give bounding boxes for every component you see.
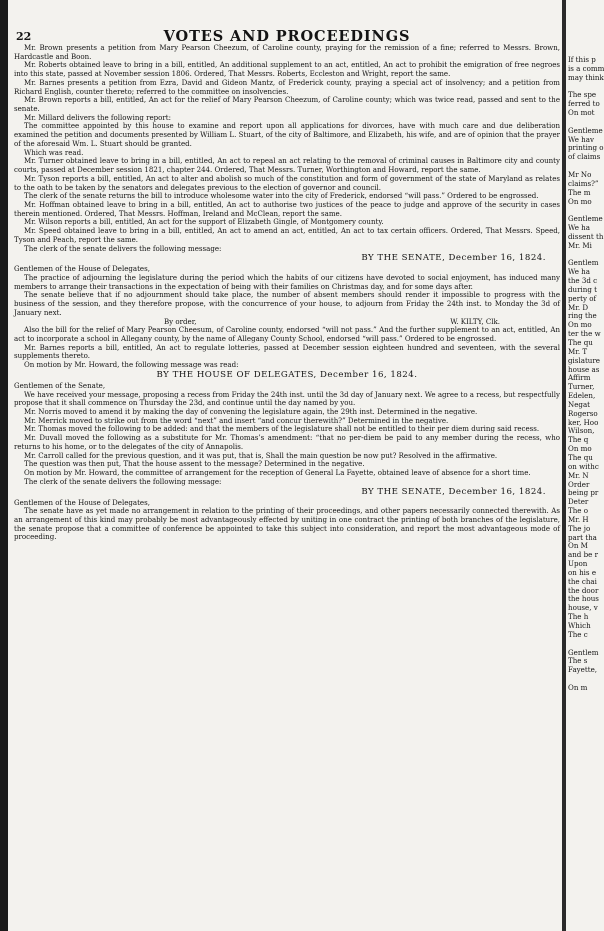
body-text <box>14 44 560 542</box>
fragment-line: Wilson, <box>568 426 595 436</box>
fragment-line: being pr <box>568 488 599 498</box>
fragment-line: On mot <box>568 108 595 118</box>
paragraph: Mr. Millard delivers the following report: <box>24 112 171 122</box>
message-paragraph: The senate believe that if no adjournment should take place, the number of absent members should render it impossible to progress with the business of the session, and they therefore propose, with the concurrence of your house, to adjourn from Friday the 24th inst. to Monday the 3d of January next. <box>14 290 560 317</box>
fragment-line: house as <box>568 364 600 374</box>
fragment-line: The jo <box>568 523 591 533</box>
fragment-line: Gentleme <box>568 125 603 135</box>
paragraph: The clerk of the senate delivers the following message: <box>24 243 222 253</box>
message-salutation: Gentlemen of the Senate, <box>14 380 106 390</box>
paragraph: Mr. Wilson reports a bill, entitled, An act for the support of Elizabeth Gingle, of Montgomery county. <box>24 217 384 227</box>
fragment-line: Mr. N <box>568 470 589 480</box>
fragment-line: ring the <box>568 311 597 321</box>
fragment-line: gislature <box>568 355 600 365</box>
paragraph: Mr. Tyson reports a bill, entitled, An act to alter and abolish so much of the constitution and form of government of the state of Maryland as relates to the oath to be taken by the senators and delegates previous to the election of governor and council. <box>14 173 560 192</box>
fragment-line: may think <box>568 72 604 82</box>
fragment-line: Mr. T <box>568 346 588 356</box>
clerk-signature: W. KILTY, Clk. <box>450 316 500 326</box>
fragment-line: Fayette, <box>568 665 598 675</box>
fragment-line: ferred to <box>568 99 600 109</box>
fragment-line: Mr. H <box>568 514 589 524</box>
message-paragraph: The practice of adjourning the legislature during the period which the habits of our citizens have devoted to social enjoyment, has induced many members to arrange their transactions in the expectation of being with their families on Christmas day, and for some days after. <box>14 272 560 291</box>
paragraph: Mr. Merrick moved to strike out from the word “next” and insert “and concur therewith?” Determined in the negative. <box>24 415 449 425</box>
fragment-line: printing o <box>568 143 604 153</box>
paragraph: Mr. Thomas moved the following to be added: and that the members of the legislature shall not be entitled to their per diem during said recess. <box>24 424 540 434</box>
fragment-line: The h <box>568 612 589 622</box>
fragment-line: the hous <box>568 594 599 604</box>
paragraph: Mr. Speed obtained leave to bring in a bill, entitled, An act to amend an act, entitled, An act to tax certain officers. Ordered, That Messrs. Speed, Tyson and Peach, report the same. <box>14 226 560 244</box>
fragment-line: Gentleme <box>568 214 603 224</box>
fragment-line: dissent th <box>568 231 604 241</box>
page-gutter <box>562 0 566 931</box>
page-header <box>14 20 560 45</box>
fragment-line: Edelen, <box>568 391 596 401</box>
paragraph: On motion by Mr. Howard, the committee of arrangement for the reception of General La Fayette, obtained leave of absence for a short time. <box>24 468 531 478</box>
fragment-line: On mo <box>568 320 592 330</box>
main-page <box>14 20 560 900</box>
paragraph: The clerk of the senate delivers the following message: <box>24 476 222 486</box>
fragment-line: The s <box>568 656 588 666</box>
fragment-line: Order <box>568 479 590 489</box>
fragment-line: We ha <box>568 223 590 233</box>
fragment-line: Deter <box>568 497 589 507</box>
fragment-line: Gentlem <box>568 258 599 268</box>
fragment-line: We ha <box>568 267 590 277</box>
fragment-line: of claims <box>568 152 601 162</box>
paragraph: Mr. Duvall moved the following as a substitute for Mr. Thomas’s amendment: “that no per-diem be paid to any member during the recess, who returns to his home, or to the delegates of the city of Annapolis. <box>14 433 560 451</box>
scan-border <box>0 0 8 931</box>
fragment-line: Gentlem <box>568 647 599 657</box>
fragment-line: on his e <box>568 567 597 577</box>
paragraph: Mr. Roberts obtained leave to bring in a bill, entitled, An additional supplement to an act, entitled, An act to prohibit the emigration of free negroes into this state, passed at November session 1806. Ordered, That Messrs. Roberts, Eccleston and Wright, report the same. <box>14 60 560 79</box>
fragment-line: on withc <box>568 461 599 471</box>
fragment-line: the 3d c <box>568 276 598 286</box>
fragment-line: ker, Hoo <box>568 417 599 427</box>
paragraph: On motion by Mr. Howard, the following message was read: <box>24 360 239 370</box>
fragment-line: The qu <box>568 452 593 462</box>
fragment-line: Mr No <box>568 169 592 179</box>
paragraph: Mr. Barnes presents a petition from Ezra, David and Gideon Mantz, of Frederick county, praying a special act of insolvency; and a petition from Richard English, counter thereto; referred to the committee on insolvencies. <box>14 77 560 96</box>
paragraph: Which was read. <box>24 147 84 157</box>
fragment-line: On m <box>568 682 588 692</box>
paragraph: Mr. Barnes reports a bill, entitled, An act to regulate lotteries, passed at December session eighteen hundred and seventeen, with the several supplements thereto. <box>14 342 560 361</box>
fragment-line: The qu <box>568 338 593 347</box>
fragment-line: is a comm <box>568 63 604 73</box>
fragment-line: Upon <box>568 559 588 569</box>
fragment-line: claims?” <box>568 178 599 188</box>
fragment-line: part tha <box>568 532 597 542</box>
message-paragraph: We have received your message, proposing a recess from Friday the 24th inst. until the 3d day of January next. We agree to a recess, but respectfully propose that it shall commence on Thursday the 23d, and continue until the day named by you. <box>14 389 560 408</box>
message-salutation: Gentlemen of the House of Delegates, <box>14 497 150 507</box>
fragment-line: during t <box>568 284 597 294</box>
paragraph: The committee appointed by this house to examine and report upon all applications for divorces, have with much care and due deliberation examined the petition and documents presented by William L. Stuart, of the city of Baltimore, and Elizabeth, his wife, and are of opinion that the prayer of the aforesaid Wm. L. Stuart should be granted. <box>14 121 560 148</box>
message-salutation: Gentlemen of the House of Delegates, <box>14 264 150 274</box>
fragment-line: perty of <box>568 293 597 303</box>
paragraph: Mr. Hoffman obtained leave to bring in a bill, entitled, An act to authorise two justices of the peace to judge and approve of the security in cases therein mentioned. Ordered, That Messrs. Hoffman, Ireland and McClean, report the same. <box>14 199 560 218</box>
paragraph: Mr. Turner obtained leave to bring in a bill, entitled, An act to repeal an act relating to the removal of criminal causes in Baltimore city and county courts, passed at December session 1821, chapter 244. Ordered, That Messrs. Turner, Worthington and Howard, report the same. <box>14 156 560 175</box>
fragment-line: the door <box>568 585 599 595</box>
fragment-line: the chai <box>568 576 597 586</box>
fragment-line: The o <box>568 506 589 516</box>
message-byline: BY THE SENATE, December 16, 1824. <box>361 486 546 497</box>
message-byline: BY THE HOUSE OF DELEGATES, December 16, 1824. <box>156 369 418 380</box>
by-order: By order, <box>164 316 197 326</box>
paragraph: Mr. Carroll called for the previous question, and it was put, that is, Shall the main question be now put? Resolved in the affirmative. <box>24 450 498 460</box>
fragment-line: On M <box>568 541 588 551</box>
fragment-line: Rogerso <box>568 408 598 418</box>
fragment-line: The m <box>568 187 591 197</box>
fragment-line: Mr. Mi <box>568 240 592 250</box>
paragraph: Mr. Norris moved to amend it by making the day of convening the legislature again, the 29th inst. Determined in the negative. <box>24 407 478 417</box>
fragment-line: On mo <box>568 444 592 454</box>
fragment-line: The q <box>568 435 589 445</box>
paragraph: Mr. Brown reports a bill, entitled, An act for the relief of Mary Pearson Cheezum, of Caroline county; which was twice read, passed and sent to the senate. <box>14 95 560 114</box>
fragment-line: ter the w <box>568 329 601 339</box>
paragraph: Also the bill for the relief of Mary Pearson Cheesum, of Caroline county, endorsed “will not pass.” And the further supplement to an act, entitled, An act to incorporate a school in Allegany county, by the name of Allegany County School, endorsed “will pass.” Ordered to be engrossed. <box>14 325 560 343</box>
fragment-line: The spe <box>568 90 597 100</box>
paragraph: Mr. Brown presents a petition from Mary Pearson Cheezum, of Caroline county, praying for the remission of a fine; referred to Messrs. Brown, Hardcastle and Boon. <box>14 43 560 61</box>
fragment-line: house, v <box>568 603 598 613</box>
paragraph: The question was then put, That the house assent to the message? Determined in the negative. <box>24 459 365 469</box>
running-title: VOTES AND PROCEEDINGS <box>163 28 411 45</box>
fragment-line: We hav <box>568 134 594 144</box>
message-paragraph: The senate have as yet made no arrangement in relation to the printing of their proceedings, and other papers necessarily connected therewith. As an arrangement of this kind may probably be most advantageously effected by uniting in one contract the printing of both branches of the legislature, the senate propose that a committee of conference be appointed to take this subject into consideration, and report the most advantageous mode of proceeding. <box>14 506 560 542</box>
page-number: 22 <box>16 30 32 43</box>
paragraph: The clerk of the senate returns the bill to introduce wholesome water into the city of Frederick, endorsed “will pass.” Ordered to be engrossed. <box>24 191 539 201</box>
fragment-line: The c <box>568 629 588 639</box>
fragment-line: Negat <box>568 399 591 409</box>
fragment-line: Which <box>568 621 591 630</box>
fragment-line: Affirm <box>568 373 591 383</box>
fragment-line: and be r <box>568 550 598 560</box>
fragment-line: Turner, <box>568 382 595 392</box>
fragment-line: Mr. D <box>568 302 589 312</box>
fragment-line: If this p <box>568 55 596 64</box>
facing-page-fragment <box>567 55 604 916</box>
fragment-line: On mo <box>568 196 592 206</box>
message-byline: BY THE SENATE, December 16, 1824. <box>361 253 546 264</box>
